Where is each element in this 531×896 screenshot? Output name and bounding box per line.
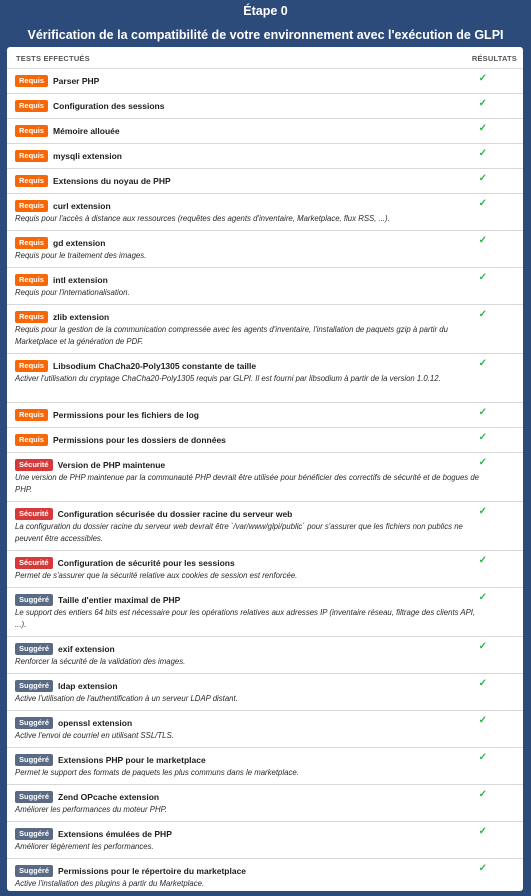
row-heading [15, 593, 483, 606]
test-description: Permet de s'assurer que la sécurité relative aux cookies de session est renforcée. [15, 571, 298, 580]
test-description: Requis pour la gestion de la communication compressée avec les agents d'inventaire, l'installation de paquets gzip à partir du Marketplace et la génération de PDF. [15, 325, 448, 346]
required-badge: Requis [15, 175, 48, 187]
test-name: Libsodium ChaCha20-Poly1305 constante de taille [53, 360, 257, 371]
table-row [7, 551, 523, 588]
test-name: Taille d'entier maximal de PHP [58, 594, 181, 605]
test-description: Requis pour le traitement des images. [15, 251, 147, 260]
row-heading [15, 790, 483, 803]
row-heading [15, 827, 483, 840]
test-name: exif extension [58, 643, 115, 654]
row-heading [15, 149, 483, 162]
table-row [7, 69, 523, 94]
required-badge: Requis [15, 125, 48, 137]
row-heading [15, 273, 483, 286]
check-icon: ✓ [478, 123, 487, 134]
table-row [7, 305, 523, 354]
row-heading [15, 679, 483, 692]
check-icon: ✓ [478, 148, 487, 159]
test-description: Active l'utilisation de l'authentification à un serveur LDAP distant. [15, 694, 238, 703]
suggested-badge: Suggéré [15, 643, 53, 655]
test-name: Permissions pour les dossiers de données [53, 434, 226, 445]
required-badge: Requis [15, 150, 48, 162]
check-icon: ✓ [478, 715, 487, 726]
table-row [7, 588, 523, 637]
table-row [7, 785, 523, 822]
table-row [7, 453, 523, 502]
table-row [7, 169, 523, 194]
test-name: Version de PHP maintenue [57, 459, 166, 470]
test-name: ldap extension [58, 680, 118, 691]
test-description: Requis pour l'internationalisation. [15, 288, 130, 297]
check-icon: ✓ [478, 752, 487, 763]
column-header-tests: TESTS EFFECTUÉS [16, 54, 90, 63]
test-description: Requis pour l'accès à distance aux ressources (requêtes des agents d'inventaire, Marketplace, flux RSS, ...). [15, 214, 390, 223]
suggested-badge: Suggéré [15, 754, 53, 766]
table-row [7, 354, 523, 403]
required-badge: Requis [15, 409, 48, 421]
test-description: Active l'envoi de courriel en utilisant SSL/TLS. [15, 731, 174, 740]
requirements-table [7, 47, 523, 891]
row-heading [15, 74, 483, 87]
suggested-badge: Suggéré [15, 828, 53, 840]
test-name: Configuration de sécurité pour les sessions [57, 557, 235, 568]
step-label: Étape 0 [243, 4, 288, 18]
required-badge: Requis [15, 360, 48, 372]
table-row [7, 403, 523, 428]
check-icon: ✓ [478, 198, 487, 209]
test-name: openssl extension [58, 717, 133, 728]
check-icon: ✓ [478, 358, 487, 369]
security-badge: Sécurité [15, 557, 53, 569]
suggested-badge: Suggéré [15, 680, 53, 692]
required-badge: Requis [15, 75, 48, 87]
table-row [7, 711, 523, 748]
requirements-list [7, 69, 523, 891]
table-row [7, 502, 523, 551]
check-icon: ✓ [478, 73, 487, 84]
suggested-badge: Suggéré [15, 865, 53, 877]
row-heading [15, 556, 483, 569]
row-heading [15, 408, 483, 421]
table-row [7, 748, 523, 785]
row-heading [15, 124, 483, 137]
test-name: intl extension [53, 274, 108, 285]
row-heading [15, 864, 483, 877]
security-badge: Sécurité [15, 508, 53, 520]
check-icon: ✓ [478, 272, 487, 283]
test-description: Améliorer les performances du moteur PHP. [15, 805, 167, 814]
page-title: Vérification de la compatibilité de votre environnement avec l'exécution de GLPI [27, 28, 504, 42]
test-name: Parser PHP [53, 75, 100, 86]
test-name: Mémoire allouée [53, 125, 120, 136]
row-heading [15, 716, 483, 729]
check-icon: ✓ [478, 592, 487, 603]
test-name: Extensions émulées de PHP [58, 828, 172, 839]
check-icon: ✓ [478, 235, 487, 246]
test-name: mysqli extension [53, 150, 122, 161]
table-row [7, 144, 523, 169]
check-icon: ✓ [478, 555, 487, 566]
check-icon: ✓ [478, 641, 487, 652]
test-description: Une version de PHP maintenue par la communauté PHP devrait être utilisée pour bénéficier des correctifs de sécurité et de bogues de PHP. [15, 473, 480, 494]
required-badge: Requis [15, 434, 48, 446]
test-description: Active l'installation des plugins à partir du Marketplace. [15, 879, 205, 888]
test-name: Configuration sécurisée du dossier racine du serveur web [57, 508, 293, 519]
check-icon: ✓ [478, 826, 487, 837]
test-description: Améliorer légèrement les performances. [15, 842, 154, 851]
table-row [7, 637, 523, 674]
required-badge: Requis [15, 311, 48, 323]
test-description: La configuration du dossier racine du serveur web devrait être `/var/www/glpi/public` pour s'assurer que les fichiers non publics ne peuvent être accessibles. [15, 522, 463, 543]
row-heading [15, 199, 483, 212]
table-row [7, 94, 523, 119]
test-name: zlib extension [53, 311, 110, 322]
test-description: Permet le support des formats de paquets les plus communs dans le marketplace. [15, 768, 299, 777]
table-row [7, 231, 523, 268]
security-badge: Sécurité [15, 459, 53, 471]
check-icon: ✓ [478, 98, 487, 109]
suggested-badge: Suggéré [15, 594, 53, 606]
check-icon: ✓ [478, 432, 487, 443]
check-icon: ✓ [478, 789, 487, 800]
table-row [7, 194, 523, 231]
row-heading [15, 458, 483, 471]
row-heading [15, 507, 483, 520]
test-name: gd extension [53, 237, 106, 248]
required-badge: Requis [15, 200, 48, 212]
test-description: Le support des entiers 64 bits est nécessaire pour les opérations relatives aux adresses IP (inventaire réseau, filtrage des clients API, ...). [15, 608, 476, 629]
row-heading [15, 236, 483, 249]
row-heading [15, 359, 483, 372]
column-header-results: RÉSULTATS [471, 54, 517, 63]
test-name: Configuration des sessions [53, 100, 165, 111]
test-name: Extensions du noyau de PHP [53, 175, 171, 186]
check-icon: ✓ [478, 407, 487, 418]
row-heading [15, 310, 483, 323]
table-row [7, 428, 523, 453]
table-row [7, 119, 523, 144]
test-name: Extensions PHP pour le marketplace [58, 754, 206, 765]
test-description: Activer l'utilisation du cryptage ChaCha20-Poly1305 requis par GLPI. Il est fourni par libsodium à partir de la version 1.0.12. [15, 374, 441, 383]
required-badge: Requis [15, 237, 48, 249]
row-heading [15, 433, 483, 446]
test-name: Zend OPcache extension [58, 791, 160, 802]
check-icon: ✓ [478, 173, 487, 184]
test-name: curl extension [53, 200, 111, 211]
required-badge: Requis [15, 274, 48, 286]
suggested-badge: Suggéré [15, 717, 53, 729]
table-row [7, 859, 523, 891]
suggested-badge: Suggéré [15, 791, 53, 803]
test-name: Permissions pour les fichiers de log [53, 409, 199, 420]
check-icon: ✓ [478, 863, 487, 874]
test-description: Renforcer la sécurité de la validation des images. [15, 657, 186, 666]
check-icon: ✓ [478, 309, 487, 320]
table-row [7, 822, 523, 859]
row-heading [15, 99, 483, 112]
test-name: Permissions pour le répertoire du marketplace [58, 865, 247, 876]
table-header [7, 47, 523, 69]
row-heading [15, 642, 483, 655]
check-icon: ✓ [478, 678, 487, 689]
row-heading [15, 174, 483, 187]
check-icon: ✓ [478, 457, 487, 468]
table-row [7, 268, 523, 305]
row-heading [15, 753, 483, 766]
required-badge: Requis [15, 100, 48, 112]
check-icon: ✓ [478, 506, 487, 517]
table-row [7, 674, 523, 711]
